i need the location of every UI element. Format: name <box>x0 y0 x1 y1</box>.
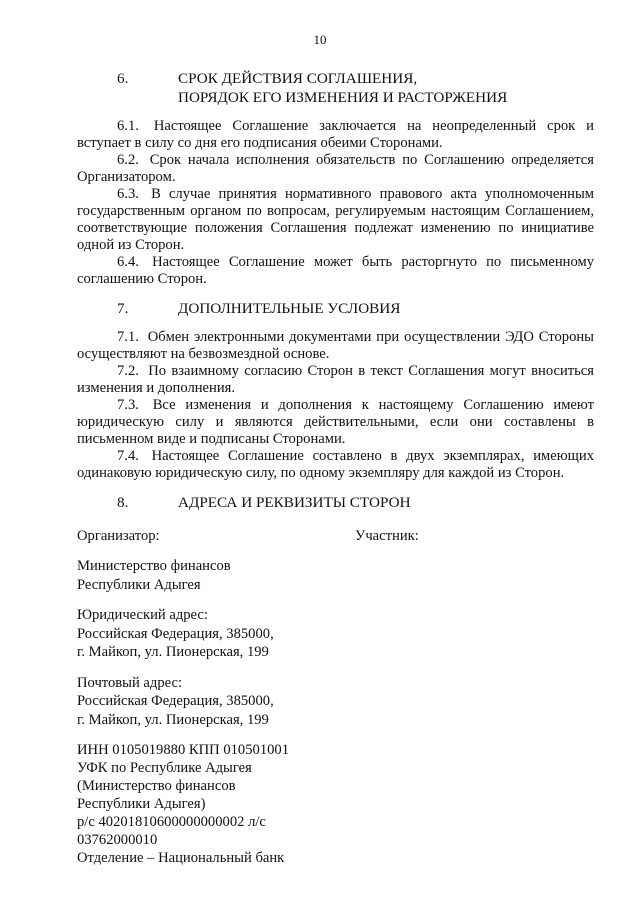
section-8-heading <box>77 493 594 512</box>
clause-6-1: 6.1. Настоящее Соглашение заключается на неопределенный срок и вступает в силу со дня его подписания обеими Сторонами. <box>77 118 594 151</box>
requisite-line: 03762000010 <box>77 832 158 848</box>
requisite-line: ИНН 0105019880 КПП 010501001 <box>77 742 290 758</box>
clause-7-1: 7.1. Обмен электронными документами при осуществлении ЭДО Стороны осуществляют на безвозмездной основе. <box>77 329 594 362</box>
clause-6-3: 6.3. В случае принятия нормативного правового акта уполномоченным государственным органом по вопросам, регулируемым настоящим Соглашением, соответствующие положения Соглашения подлежат изменению по инициативе одной из Сторон. <box>77 186 594 253</box>
organizer-name: Министерство финансов Республики Адыгея <box>77 558 231 593</box>
section-8-number: 8. <box>117 494 129 511</box>
page-number: 10 <box>313 32 327 47</box>
section-6-title-line2: ПОРЯДОК ЕГО ИЗМЕНЕНИЯ И РАСТОРЖЕНИЯ <box>178 89 508 106</box>
section-8-title: АДРЕСА И РЕКВИЗИТЫ СТОРОН <box>178 494 411 511</box>
requisite-line: р/с 40201810600000000002 л/с <box>77 814 266 830</box>
requisite-line: Отделение – Национальный банк <box>77 850 285 866</box>
section-6-heading <box>77 69 594 107</box>
bank-requisites <box>77 741 594 867</box>
legal-address-label: Юридический адрес: <box>77 607 208 623</box>
legal-address: Юридический адрес: Российская Федерация, 385000, г. Майкоп, ул. Пионерская, 199 <box>77 606 594 662</box>
postal-address-label: Почтовый адрес: <box>77 674 183 691</box>
section-6 <box>77 69 594 288</box>
participant-label: Участник: <box>355 528 419 544</box>
section-7-title: ДОПОЛНИТЕЛЬНЫЕ УСЛОВИЯ <box>178 300 401 317</box>
clause-7-2: 7.2. По взаимному согласию Сторон в текст Соглашения могут вноситься изменения и дополнения. <box>77 363 594 396</box>
clause-6-4: 6.4. Настоящее Соглашение может быть расторгнуто по письменному соглашению Сторон. <box>77 254 594 287</box>
clause-7-4: 7.4. Настоящее Соглашение составлено в двух экземплярах, имеющих одинаковую юридическую силу, по одному экземпляру для каждой из Сторон. <box>77 448 594 481</box>
section-7-number: 7. <box>117 300 129 317</box>
requisite-line: УФК по Республике Адыгея <box>77 760 252 776</box>
requisite-line: (Министерство финансов <box>77 778 236 794</box>
parties-labels <box>77 528 594 545</box>
document-body <box>77 69 594 867</box>
postal-address: Почтовый адрес: Российская Федерация, 385000, г. Майкоп, ул. Пионерская, 199 <box>77 674 594 730</box>
section-7 <box>77 299 594 482</box>
section-6-number: 6. <box>117 70 129 87</box>
requisite-line: Республики Адыгея) <box>77 796 206 812</box>
clause-6-2: 6.2. Срок начала исполнения обязательств по Соглашению определяется Организатором. <box>77 152 595 185</box>
section-7-heading <box>77 299 594 318</box>
section-6-title-line1: СРОК ДЕЙСТВИЯ СОГЛАШЕНИЯ, <box>178 70 418 87</box>
organizer-label: Организатор: <box>77 528 160 544</box>
section-8 <box>77 493 594 867</box>
clause-7-3: 7.3. Все изменения и дополнения к настоящему Соглашению имеют юридическую силу и являются действительными, если они составлены в письменном виде и подписаны Сторонами. <box>77 397 595 447</box>
